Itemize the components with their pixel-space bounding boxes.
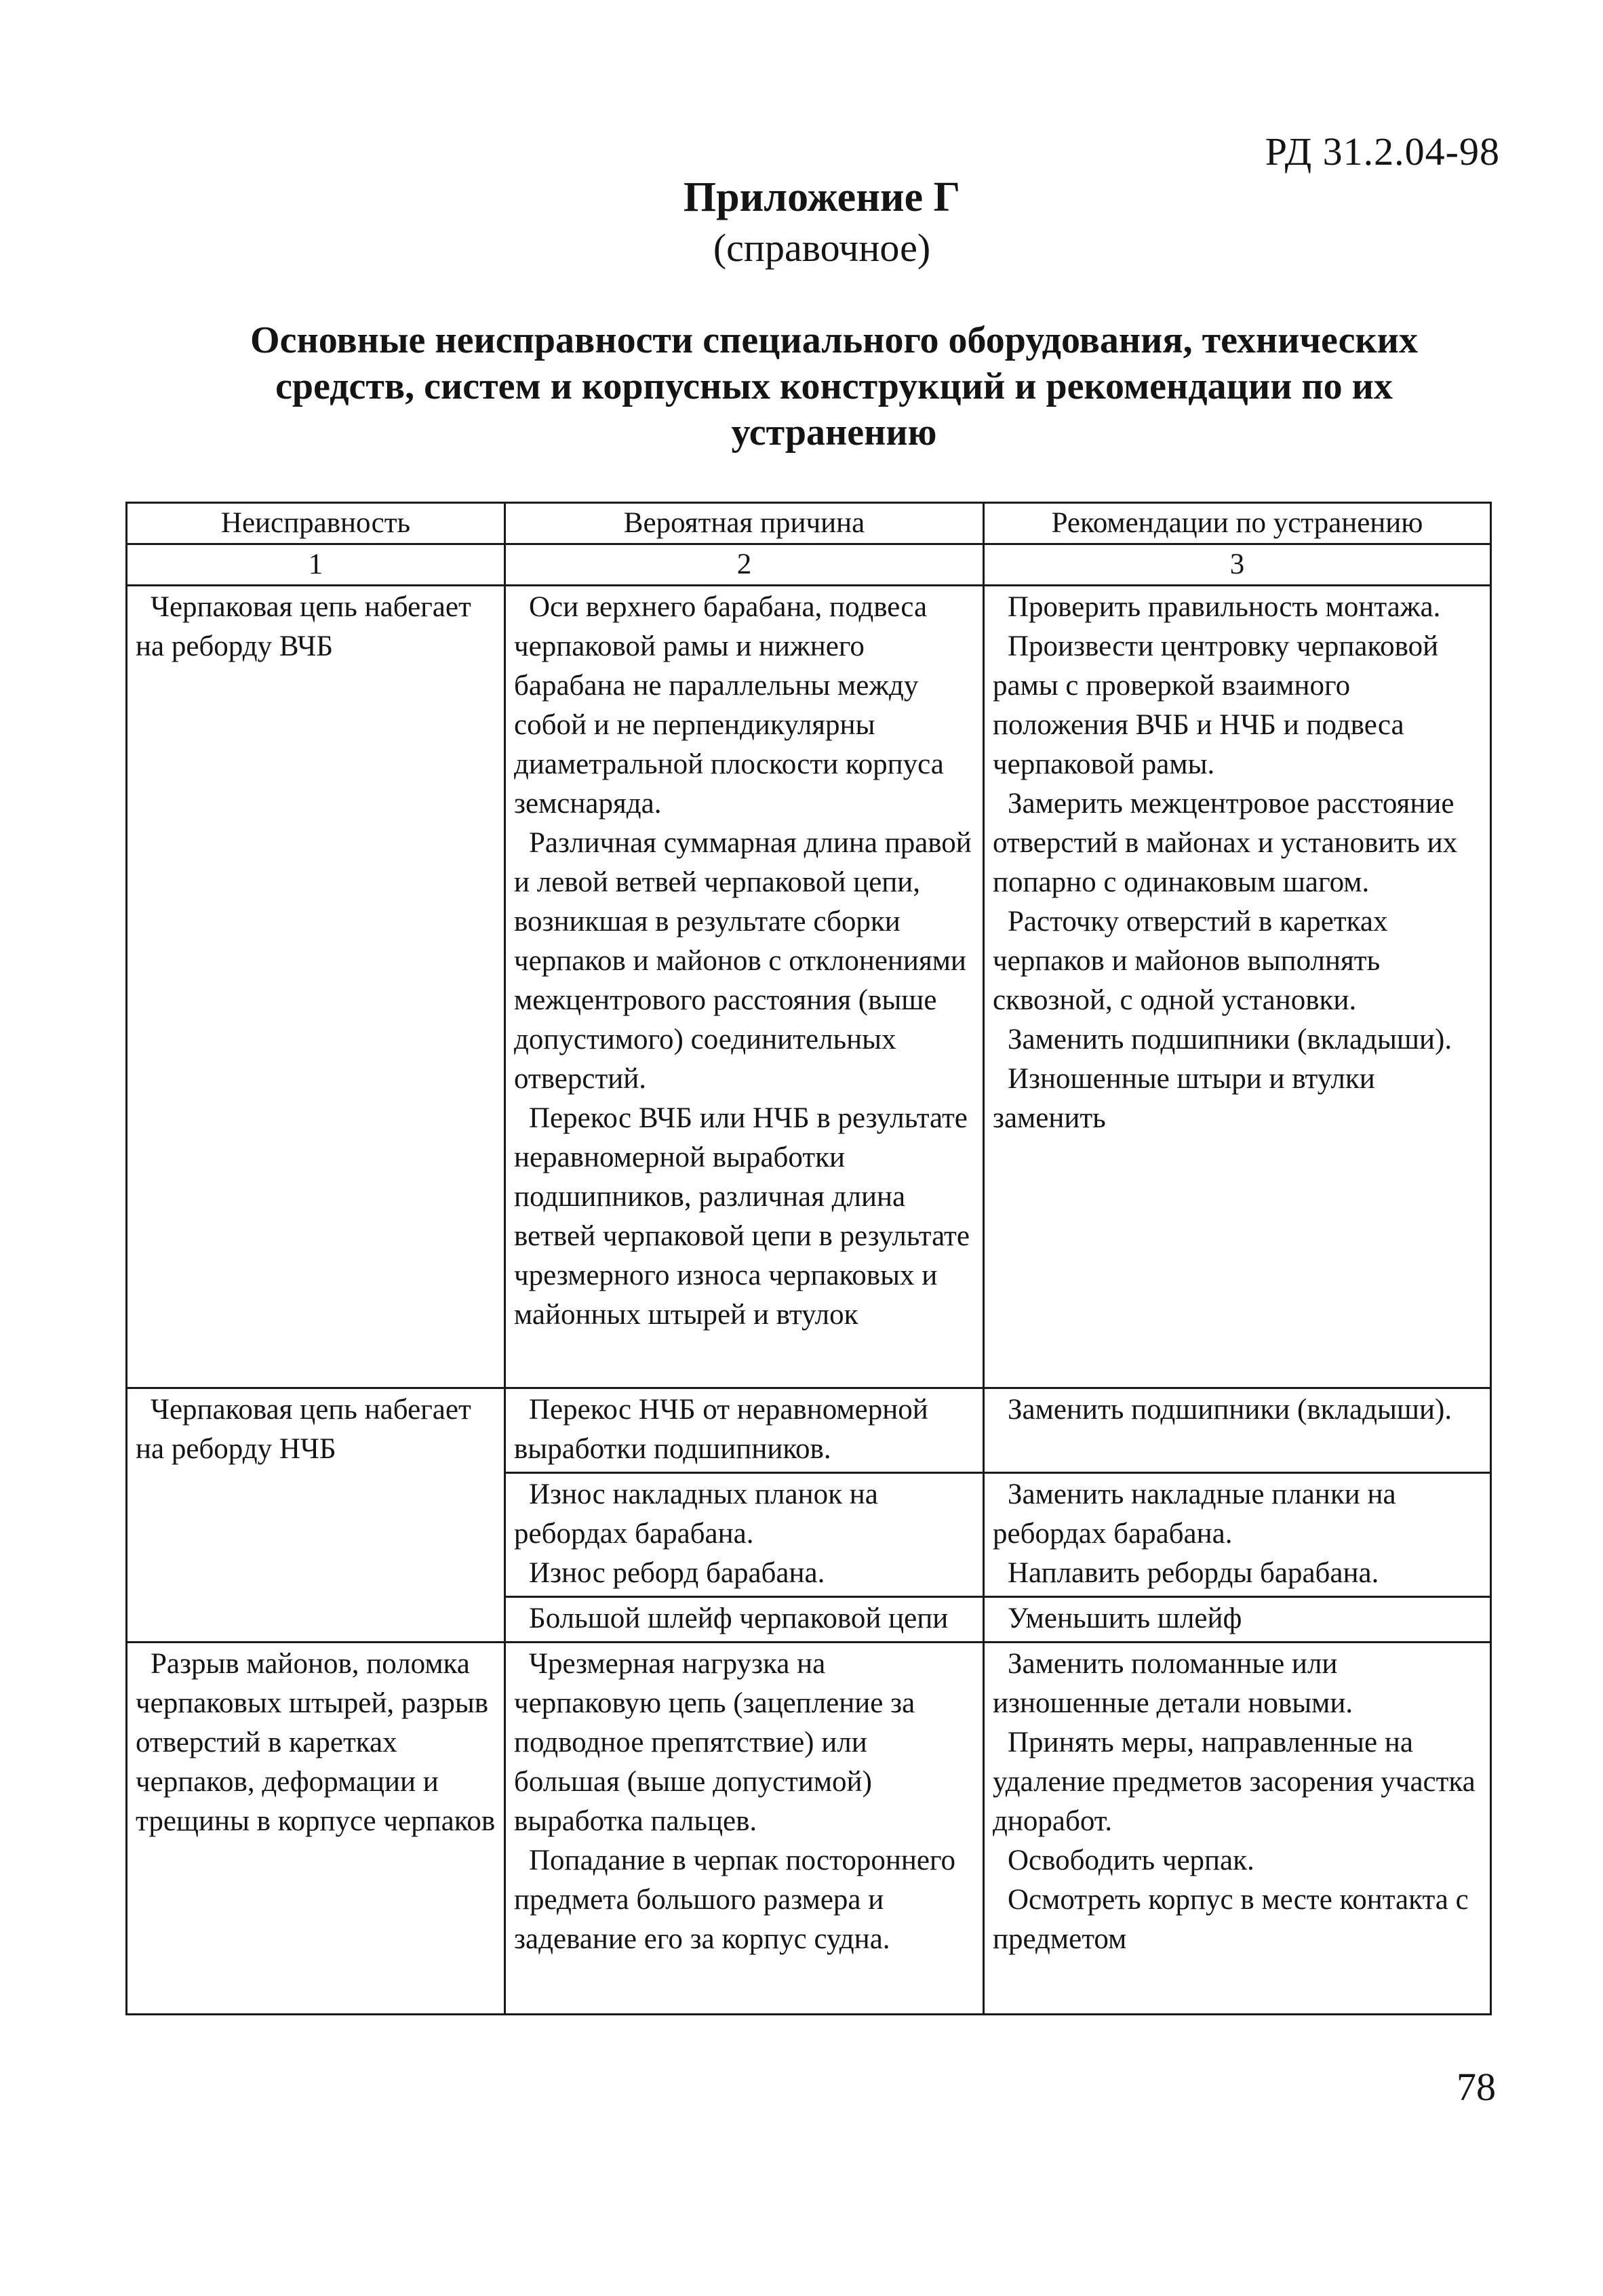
fault-cell	[127, 1388, 505, 1643]
cause-cell	[505, 1388, 984, 1473]
cause-paragraph: Попадание в черпак постороннего предмета большого размера и задевание его за корпус судна.	[514, 1845, 956, 1955]
fault-cell	[127, 1643, 505, 2015]
recommendation-paragraph: Изношенные штыри и втулки заменить	[993, 1063, 1375, 1134]
header-recommendations: Рекомендации по устранению	[984, 503, 1491, 544]
fault-text: Черпаковая цепь набегает на реборду ВЧБ	[136, 591, 471, 662]
header-fault: Неисправность	[127, 503, 505, 544]
recommendation-paragraph: Принять меры, направленные на удаление предметов засорения участка дноработ.	[993, 1727, 1476, 1837]
recommendation-paragraph: Осмотреть корпус в месте контакта с предметом	[993, 1884, 1469, 1955]
cause-cell	[505, 1643, 984, 2015]
column-number: 3	[984, 544, 1491, 586]
cause-paragraph: Чрезмерная нагрузка на черпаковую цепь (зацепление за подводное препятствие) или большая (выше допустимой) выработка пальцев.	[514, 1648, 915, 1837]
recommendation-paragraph: Произвести центровку черпаковой рамы с проверкой взаимного положения ВЧБ и НЧБ и подвеса черпаковой рамы.	[993, 630, 1439, 780]
cause-paragraph: Износ накладных планок на ребордах барабана.	[514, 1478, 878, 1550]
cause-cell	[505, 586, 984, 1388]
cause-paragraph: Различная суммарная длина правой и левой ветвей черпаковой цепи, возникшая в результате сборки черпаков и майонов с отклонениями межцентрового расстояния (выше допустимого) соединительных отверстий.	[514, 827, 972, 1095]
header-cause: Вероятная причина	[505, 503, 984, 544]
recommendation-cell	[984, 1388, 1491, 1473]
recommendation-paragraph: Освободить черпак.	[1008, 1845, 1254, 1876]
column-number-row	[127, 544, 1491, 586]
table-row	[127, 586, 1491, 1388]
recommendation-paragraph: Проверить правильность монтажа.	[1008, 591, 1441, 623]
recommendation-paragraph: Замерить межцентровое расстояние отверстий в майонах и установить их попарно с одинаковым шагом.	[993, 788, 1458, 898]
fault-text: Черпаковая цепь набегает на реборду НЧБ	[136, 1394, 471, 1465]
recommendation-cell	[984, 1473, 1491, 1597]
cause-paragraph: Перекос ВЧБ или НЧБ в результате неравномерной выработки подшипников, различная длина ветвей черпаковой цепи в результате чрезмерного износа черпаковых и майонных штырей и втулок	[514, 1102, 970, 1331]
column-number: 2	[505, 544, 984, 586]
table-header-row	[127, 503, 1491, 544]
fault-text: Разрыв майонов, поломка черпаковых штырей, разрыв отверстий в каретках черпаков, деформации и трещины в корпусе черпаков	[136, 1648, 496, 1837]
column-number: 1	[127, 544, 505, 586]
recommendation-paragraph: Заменить накладные планки на ребордах барабана.	[993, 1478, 1396, 1550]
recommendation-paragraph: Расточку отверстий в каретках черпаков и майонов выполнять сквозной, с одной установки.	[993, 906, 1388, 1016]
recommendation-cell	[984, 586, 1491, 1388]
recommendation-paragraph: Заменить подшипники (вкладыши).	[1008, 1024, 1452, 1055]
appendix-subtitle: (справочное)	[713, 226, 931, 270]
recommendation-paragraph: Уменьшить шлейф	[1008, 1603, 1242, 1634]
cause-paragraph: Перекос НЧБ от неравномерной выработки подшипников.	[514, 1394, 928, 1465]
cause-paragraph: Износ реборд барабана.	[529, 1557, 825, 1589]
cause-paragraph: Большой шлейф черпаковой цепи	[529, 1603, 949, 1634]
recommendation-paragraph: Наплавить реборды барабана.	[1008, 1557, 1379, 1589]
cause-cell	[505, 1597, 984, 1643]
cause-cell	[505, 1473, 984, 1597]
recommendation-cell	[984, 1597, 1491, 1643]
fault-cell	[127, 586, 505, 1388]
recommendation-paragraph: Заменить поломанные или изношенные детали новыми.	[993, 1648, 1353, 1719]
page-number: 78	[1457, 2065, 1496, 2109]
main-title: Основные неисправности специального оборудования, технических средств, систем и корпусных конструкций и рекомендации по их устранению	[250, 319, 1418, 454]
faults-table	[125, 502, 1492, 2015]
recommendation-paragraph: Заменить подшипники (вкладыши).	[1008, 1394, 1452, 1426]
table-row	[127, 1388, 1491, 1473]
appendix-title: Приложение Г	[683, 174, 961, 220]
recommendation-cell	[984, 1643, 1491, 2015]
document-code: РД 31.2.04-98	[1265, 129, 1500, 174]
cause-paragraph: Оси верхнего барабана, подвеса черпаковой рамы и нижнего барабана не параллельны между собой и не перпендикулярны диаметральной плоскости корпуса земснаряда.	[514, 591, 944, 820]
table-row	[127, 1643, 1491, 2015]
